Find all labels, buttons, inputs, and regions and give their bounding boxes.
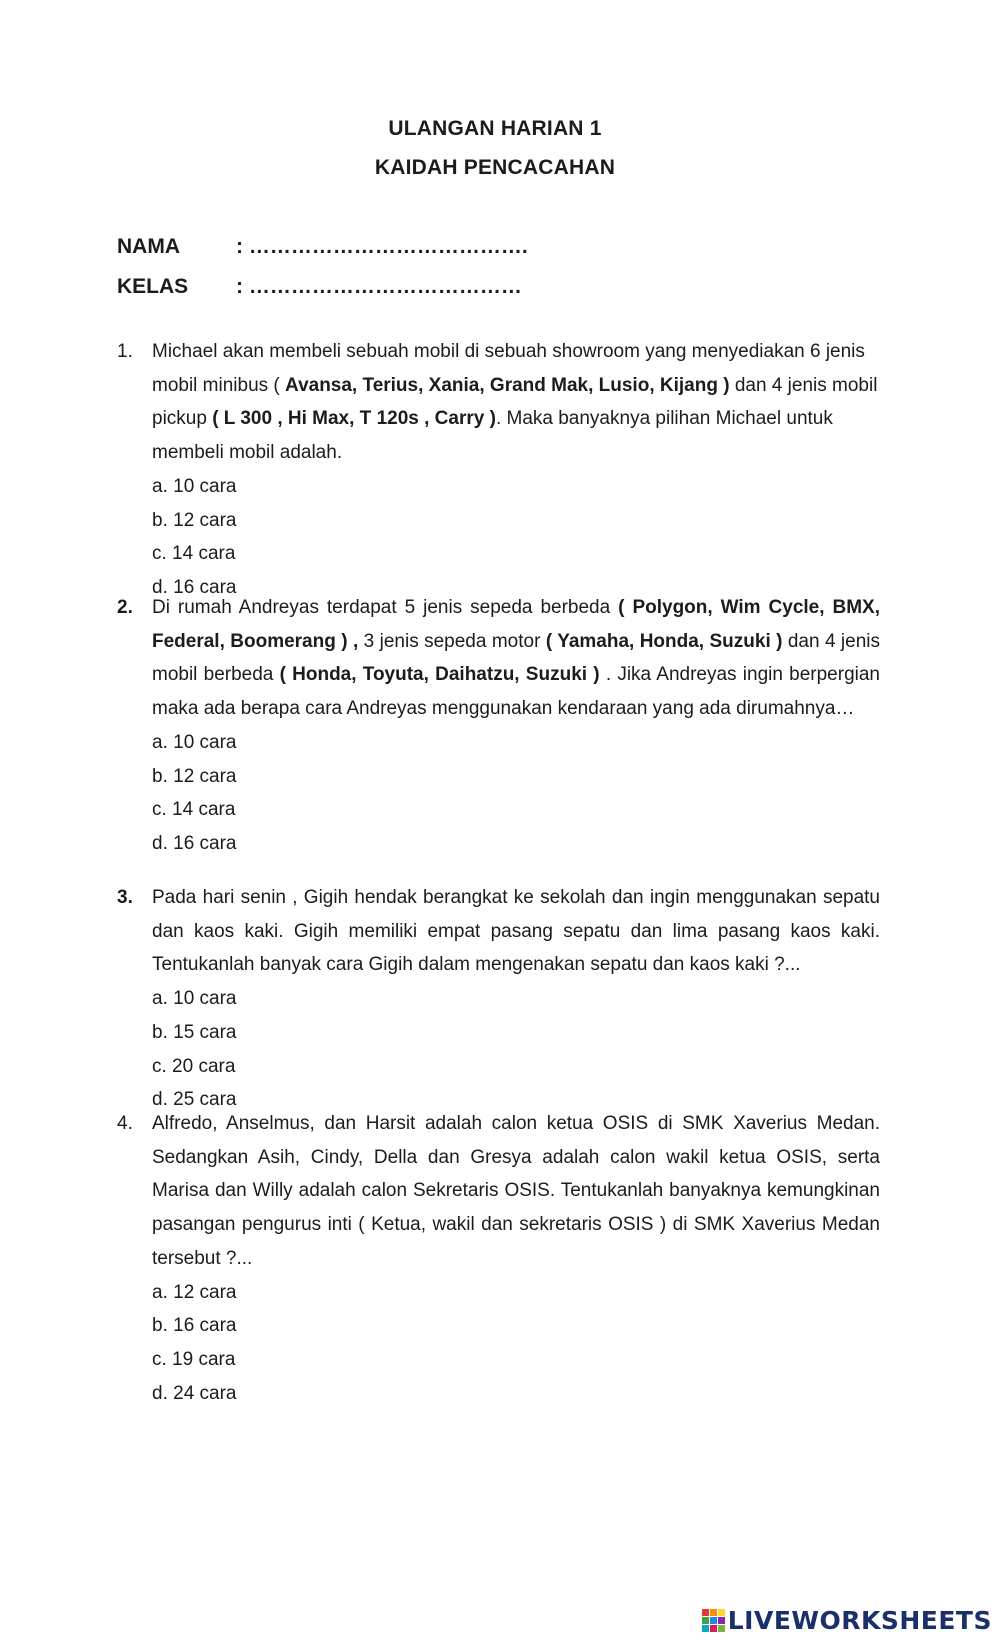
- bold-text-segment: ( Yamaha, Honda, Suzuki ): [545, 630, 783, 652]
- question-text: [152, 591, 880, 726]
- logo-square: [718, 1609, 725, 1616]
- answer-option[interactable]: c. 14 cara: [152, 543, 236, 565]
- class-label: KELAS: [117, 275, 189, 298]
- answer-option[interactable]: a. 10 cara: [152, 475, 237, 497]
- answer-option[interactable]: b. 15 cara: [152, 1021, 237, 1043]
- question-text: [152, 335, 880, 470]
- text-segment: 3 jenis sepeda motor: [358, 630, 546, 652]
- question-2: [0, 591, 1000, 861]
- question-text: [152, 881, 880, 982]
- answer-option[interactable]: a. 12 cara: [152, 1281, 237, 1303]
- answer-options: [152, 470, 880, 605]
- question-number: 4.: [117, 1113, 133, 1134]
- answer-option[interactable]: d. 24 cara: [152, 1382, 237, 1404]
- answer-option[interactable]: d. 25 cara: [152, 1089, 237, 1111]
- text-segment: Pada hari senin , Gigih hendak berangkat ke sekolah dan ingin menggunakan sepatu dan kaos kaki. Gigih memiliki empat pasang sepatu dan lima pasang kaos kaki. Tentukanlah banyak cara Gigih dalam mengenakan sepatu dan kaos kaki ?...: [152, 887, 880, 976]
- class-row: [117, 275, 522, 299]
- liveworksheets-logo: [702, 1606, 992, 1635]
- bold-text-segment: Avansa, Terius, Xania, Grand Mak, Lusio, Kijang ): [285, 374, 730, 396]
- name-row: [117, 235, 528, 259]
- name-label: NAMA: [117, 235, 180, 258]
- bold-text-segment: ( L 300 , Hi Max, T 120s , Carry ): [212, 408, 496, 430]
- name-field[interactable]: : ………………………………….: [236, 235, 528, 258]
- text-segment: Michael akan membeli sebuah mobil di sebuah showroom yang menyediakan 6 jenis mobil minibus (: [152, 341, 865, 396]
- answer-option[interactable]: c. 19 cara: [152, 1348, 236, 1370]
- answer-option[interactable]: b. 16 cara: [152, 1315, 237, 1337]
- text-segment: . Maka banyaknya pilihan Michael untuk membeli mobil adalah.: [152, 408, 833, 464]
- logo-square: [718, 1625, 725, 1632]
- answer-options: [152, 982, 880, 1117]
- logo-grid-icon: [702, 1609, 725, 1632]
- text-segment: Di rumah Andreyas terdapat 5 jenis sepeda berbeda: [152, 597, 619, 618]
- answer-option[interactable]: c. 14 cara: [152, 799, 236, 821]
- logo-square: [710, 1609, 717, 1616]
- question-1: [0, 335, 1000, 605]
- answer-options: [152, 1276, 880, 1411]
- logo-square: [702, 1625, 709, 1632]
- text-segment: dan 4 jenis mobil pickup: [152, 374, 878, 430]
- answer-option[interactable]: a. 10 cara: [152, 988, 237, 1010]
- answer-options: [152, 726, 880, 861]
- answer-option[interactable]: d. 16 cara: [152, 832, 237, 854]
- answer-option[interactable]: b. 12 cara: [152, 509, 237, 531]
- question-number: 3.: [117, 887, 133, 908]
- answer-option[interactable]: a. 10 cara: [152, 731, 237, 753]
- logo-square: [710, 1617, 717, 1624]
- answer-option[interactable]: c. 20 cara: [152, 1055, 236, 1077]
- question-text: [152, 1107, 880, 1276]
- worksheet-title: ULANGAN HARIAN 1: [388, 117, 602, 140]
- logo-square: [710, 1625, 717, 1632]
- question-3: [0, 881, 1000, 1117]
- question-number: 1.: [117, 341, 133, 362]
- text-segment: dan 4 jenis mobil berbeda: [152, 630, 880, 686]
- logo-square: [718, 1617, 725, 1624]
- question-number: 2.: [117, 597, 133, 618]
- answer-option[interactable]: b. 12 cara: [152, 765, 237, 787]
- bold-text-segment: ( Honda, Toyuta, Daihatzu, Suzuki ): [279, 664, 600, 686]
- logo-text: LIVEWORKSHEETS: [727, 1606, 992, 1635]
- class-field[interactable]: : …………………………………: [236, 275, 522, 298]
- logo-square: [702, 1617, 709, 1624]
- answer-option[interactable]: d. 16 cara: [152, 576, 237, 598]
- question-4: [0, 1107, 1000, 1410]
- bold-text-segment: ( Polygon, Wim Cycle, BMX, Federal, Boomerang ) ,: [152, 597, 880, 652]
- text-segment: . Jika Andreyas ingin berpergian maka ada berapa cara Andreyas menggunakan kendaraan yang ada dirumahnya…: [152, 664, 880, 720]
- worksheet-subtitle: KAIDAH PENCACAHAN: [374, 156, 616, 179]
- logo-square: [702, 1609, 709, 1616]
- text-segment: Alfredo, Anselmus, dan Harsit adalah calon ketua OSIS di SMK Xaverius Medan. Sedangkan Asih, Cindy, Della dan Gresya adalah calon wakil ketua OSIS, serta Marisa dan Willy adalah calon Sekretaris OSIS. Tentukanlah banyaknya kemungkinan pasangan pengurus inti ( Ketua, wakil dan sekretaris OSIS ) di SMK Xaverius Medan tersebut ?...: [152, 1113, 880, 1269]
